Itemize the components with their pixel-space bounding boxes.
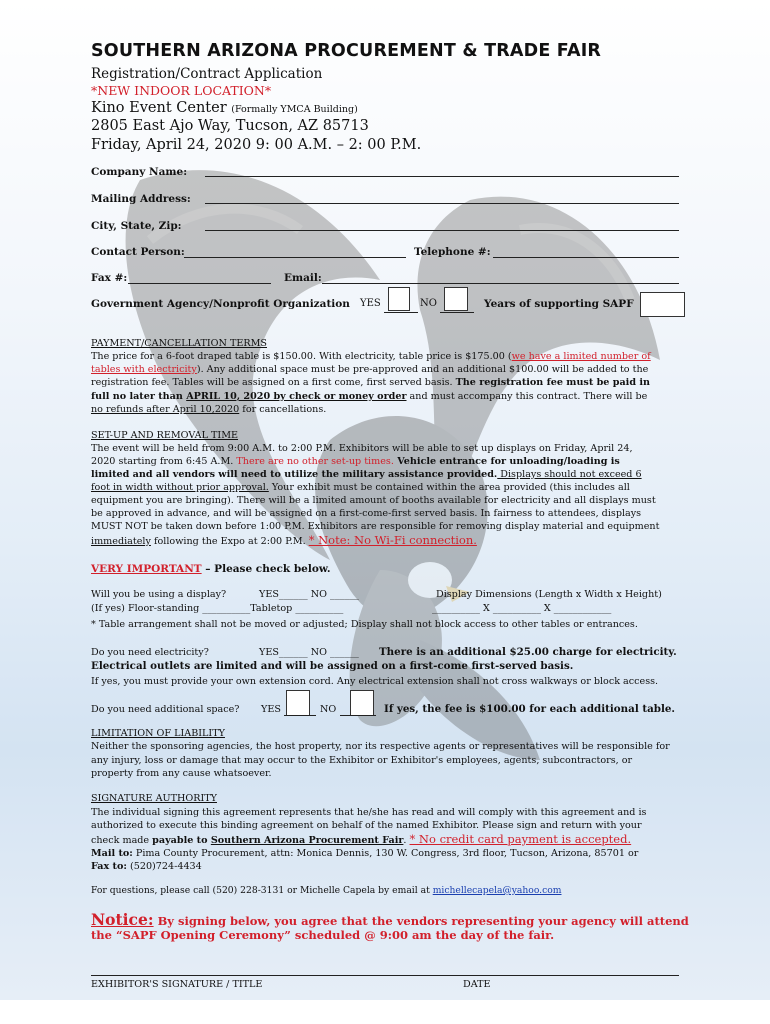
military-assistance-bold: limited and all vendors will need to utilize the military assistance provided. [91, 469, 498, 480]
electricity-yes-no[interactable]: YES______ NO ______ [259, 647, 359, 658]
fax-to-label: Fax to: [91, 861, 127, 872]
no-wifi-note: * Note: No Wi-Fi connection. [308, 533, 477, 547]
registration-fee-bold: The registration fee must be paid in [455, 377, 650, 388]
venue-address: 2805 East Ajo Way, Tucson, AZ 85713 [91, 118, 369, 134]
telephone-field[interactable] [493, 257, 679, 258]
payment-line-4 [91, 390, 647, 403]
extension-cord-note: If yes, you must provide your own extension cord. Any electrical extension shall not cross walkways or block access. [91, 676, 659, 687]
limited-tables-note: we have a limited number of [511, 351, 651, 362]
payee-name: Southern Arizona Procurement Fair [210, 835, 404, 846]
space-no-underline [340, 715, 376, 716]
display-width-note: Displays should not exceed 6 [497, 469, 642, 480]
additional-space-text: ). Any additional space must be pre-approved and an additional $100.00 will be added to the [196, 364, 649, 375]
immediately-text: immediately [91, 536, 151, 547]
payment-line-1 [91, 350, 651, 363]
liability-heading: LIMITATION OF LIABILITY [91, 728, 225, 739]
liability-line-2: any injury, loss or damage that may occur to the Exhibitor or Exhibitor's employees, agents, subcontractors, or [91, 755, 633, 766]
cancellations-text: for cancellations. [239, 404, 327, 415]
fax-to-line [91, 860, 202, 873]
setup-line-5: equipment you are bringing). There will be a limited amount of booths available for electricity and all displays must [91, 495, 656, 506]
venue-note: (Formally YMCA Building) [231, 104, 358, 115]
setup-line-6: be approved in advance, and will be assigned on a first-come-first served basis. In fairness to attendees, displays [91, 508, 642, 519]
company-name-field[interactable] [205, 176, 679, 177]
space-yes-underline [284, 715, 316, 716]
mailing-address-field[interactable] [205, 203, 679, 204]
payment-price-text: The price for a 6-foot draped table is $150.00. With electricity, table price is $175.00 ( [91, 351, 512, 362]
exhibitor-signature-label: EXHIBITOR'S SIGNATURE / TITLE [91, 979, 263, 990]
floor-tabletop-field[interactable]: (If yes) Floor-standing __________Tabletop __________ [91, 603, 344, 614]
additional-table-fee: If yes, the fee is $100.00 for each additional table. [384, 703, 675, 715]
notice-line-2: the “SAPF Opening Ceremony” scheduled @ 9:00 am the day of the fair. [91, 928, 555, 942]
gov-yes-underline [384, 312, 418, 313]
company-name-label: Company Name: [91, 166, 188, 178]
very-important-heading [91, 563, 331, 575]
mail-to-line [91, 847, 638, 860]
payment-deadline: APRIL 10, 2020 by check or money order [186, 391, 407, 402]
years-supporting-field[interactable] [640, 292, 685, 317]
gov-yes-label: YES [360, 298, 381, 309]
gov-no-checkbox[interactable] [444, 287, 468, 311]
venue-line [91, 100, 358, 116]
venue-name: Kino Event Center [91, 100, 227, 116]
exhibit-area-text: Your exhibit must be contained within the area provided (this includes all [268, 482, 630, 493]
new-location-note: *NEW INDOOR LOCATION* [91, 83, 272, 98]
payment-line-3 [91, 376, 650, 389]
setup-line-3 [91, 468, 642, 481]
signature-line-2: authorized to execute this binding agreement on behalf of the named Exhibitor. Please sign and return with your [91, 820, 642, 831]
display-question: Will you be using a display? [91, 589, 227, 600]
fax-field[interactable] [128, 283, 271, 284]
payable-to-text: payable to [152, 835, 211, 846]
electricity-question: Do you need electricity? [91, 647, 209, 658]
payment-line-5 [91, 403, 326, 416]
accompany-contract-text: and must accompany this contract. There will be [406, 391, 648, 402]
telephone-label: Telephone #: [414, 246, 491, 258]
space-no-label: NO [320, 704, 337, 715]
gov-agency-label: Government Agency/Nonprofit Organization [91, 298, 350, 310]
notice-line-1 [91, 910, 689, 929]
questions-text: For questions, please call (520) 228-3131 or Michelle Capela by email at [91, 885, 433, 896]
notice-label: Notice: [91, 910, 154, 929]
vehicle-entrance-bold: Vehicle entrance for unloading/loading is [393, 456, 620, 467]
contact-email-link[interactable]: michellecapela@yahoo.com [432, 885, 562, 896]
contact-person-label: Contact Person: [91, 246, 185, 258]
page-title: SOUTHERN ARIZONA PROCUREMENT & TRADE FAIR [91, 41, 602, 61]
questions-line [91, 885, 562, 896]
space-no-checkbox[interactable] [350, 690, 374, 716]
signature-line-3 [91, 833, 631, 847]
full-no-later-bold: full no later than [91, 391, 187, 402]
liability-line-3: property from any cause whatsoever. [91, 768, 272, 779]
dimensions-field[interactable]: __________ X __________ X ____________ [432, 603, 612, 614]
setup-line-8 [91, 534, 477, 548]
prior-approval-note: foot in width without prior approval. [91, 482, 269, 493]
date-label: DATE [463, 979, 491, 990]
fax-to-number: (520)724-4434 [126, 861, 202, 872]
setup-line-2 [91, 455, 620, 468]
check-below-text: – Please check below. [201, 563, 331, 575]
fax-label: Fax #: [91, 272, 128, 284]
gov-yes-checkbox[interactable] [388, 287, 410, 311]
setup-start-time: 2020 starting from 6:45 A.M. [91, 456, 237, 467]
form-subtitle: Registration/Contract Application [91, 66, 323, 82]
city-state-zip-label: City, State, Zip: [91, 220, 182, 232]
setup-line-1: The event will be held from 9:00 A.M. to 2:00 P.M. Exhibitors will be able to set up displays on Friday, April 24, [91, 443, 633, 454]
no-refunds-date: no refunds after April 10,2020 [91, 404, 240, 415]
gov-no-label: NO [420, 298, 437, 309]
space-yes-label: YES [261, 704, 281, 715]
no-other-setup-note: There are no other set-up times. [236, 456, 394, 467]
space-yes-checkbox[interactable] [286, 690, 310, 716]
signature-authority-heading: SIGNATURE AUTHORITY [91, 793, 217, 804]
assignment-text: registration fee. Tables will be assigned on a first come, first served basis. [91, 377, 456, 388]
following-expo-text: following the Expo at 2:00 P.M. [150, 536, 309, 547]
notice-text-1: By signing below, you agree that the vendors representing your agency will attend [153, 914, 689, 928]
gov-no-underline [440, 312, 474, 313]
electricity-charge: There is an additional $25.00 charge for electricity. [379, 646, 677, 658]
mail-to-address: Pima County Procurement, attn: Monica Dennis, 130 W. Congress, 3rd floor, Tucson, Arizona, 85701 or [132, 848, 639, 859]
years-supporting-label: Years of supporting SAPF [484, 298, 634, 310]
tables-electricity-note: tables with electricity [91, 364, 197, 375]
setup-line-7: MUST NOT be taken down before 1:00 P.M. Exhibitors are responsible for removing display material and equipment [91, 521, 660, 532]
mail-to-label: Mail to: [91, 848, 133, 859]
event-date-time: Friday, April 24, 2020 9: 00 A.M. – 2: 00 P.M. [91, 137, 422, 153]
very-important-label: VERY IMPORTANT [91, 563, 202, 575]
email-label: Email: [284, 272, 322, 284]
contact-person-field[interactable] [184, 257, 406, 258]
email-field[interactable] [322, 283, 679, 284]
check-made-text: check made [91, 835, 153, 846]
display-yes-no[interactable]: YES______ NO ______ [259, 589, 359, 600]
table-arrangement-note: * Table arrangement shall not be moved or adjusted; Display shall not block access to other tables or entrances. [91, 619, 638, 630]
payment-line-2 [91, 363, 648, 376]
display-dimensions-label: Display Dimensions (Length x Width x Height) [436, 589, 662, 600]
electrical-outlets-note: Electrical outlets are limited and will be assigned on a first-come first-served basis. [91, 660, 574, 672]
additional-space-question: Do you need additional space? [91, 704, 240, 715]
signature-date-line[interactable] [91, 975, 679, 976]
payment-heading: PAYMENT/CANCELLATION TERMS [91, 338, 267, 349]
mailing-address-label: Mailing Address: [91, 193, 191, 205]
signature-line-1: The individual signing this agreement represents that he/she has read and will comply with this agreement and is [91, 807, 647, 818]
setup-heading: SET-UP AND REMOVAL TIME [91, 430, 239, 441]
city-state-zip-field[interactable] [205, 230, 679, 231]
payee-period: . [403, 835, 410, 846]
liability-line-1: Neither the sponsoring agencies, the host property, nor its respective agents or representatives will be responsible for [91, 741, 670, 752]
no-credit-card-note: * No credit card payment is accepted. [409, 832, 632, 846]
setup-line-4 [91, 481, 630, 494]
